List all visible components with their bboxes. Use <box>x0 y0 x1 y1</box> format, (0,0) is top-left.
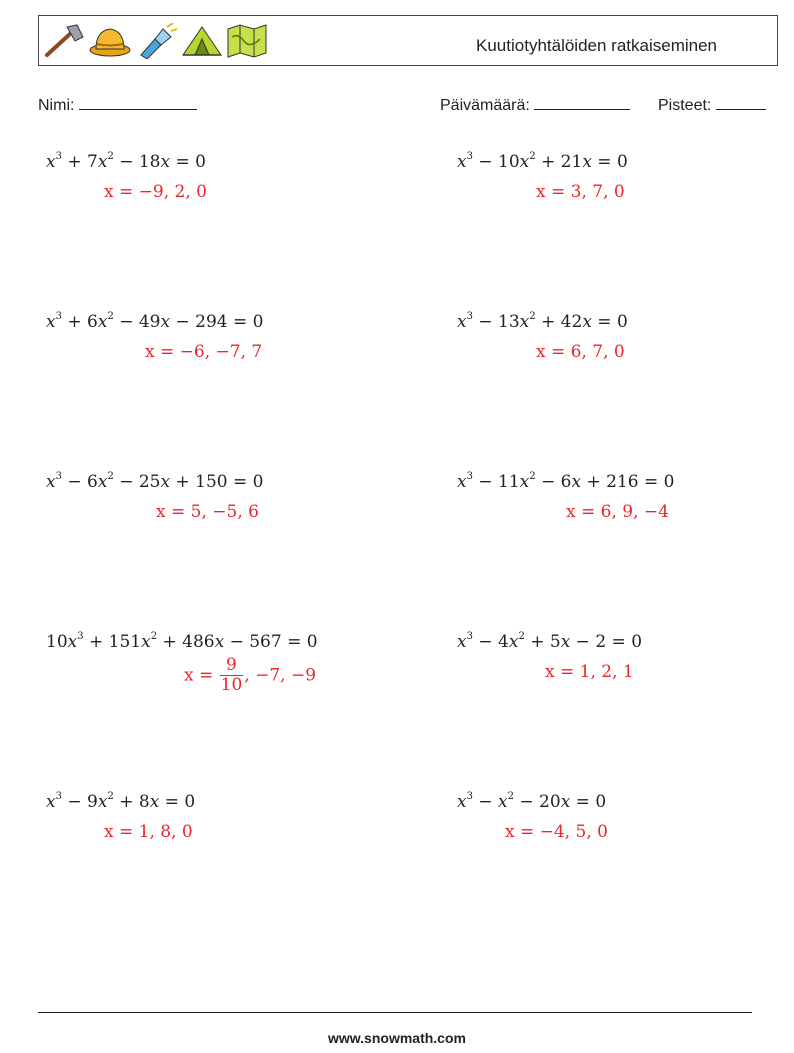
equation: $x^3 - 6x^2 - 25x + 150 = 0$ <box>46 471 264 492</box>
equation: $x^3 + 6x^2 - 49x - 294 = 0$ <box>46 311 264 332</box>
worksheet-title: Kuutiotyhtälöiden ratkaiseminen <box>476 36 717 55</box>
fraction-denominator: 10 <box>220 675 243 695</box>
axe-icon <box>43 23 85 59</box>
date-blank[interactable] <box>534 94 630 110</box>
term: = 0 <box>570 792 607 812</box>
answer-8: x = 1, 2, 1 <box>545 662 634 682</box>
term: + 21 <box>535 152 583 172</box>
term: + 8 <box>113 792 150 812</box>
term: − 2 = 0 <box>570 632 643 652</box>
term: + 216 = 0 <box>581 472 675 492</box>
equation: $x^3 + 7x^2 - 18x = 0$ <box>46 151 206 172</box>
problem-3 <box>46 312 263 332</box>
equation: $x^3 - 9x^2 + 8x = 0$ <box>46 791 196 812</box>
term: − 294 = 0 <box>170 312 264 332</box>
term: − 11 <box>472 472 520 492</box>
equation: $x^3 - x^2 - 20x = 0$ <box>457 791 607 812</box>
term: − 10 <box>472 152 520 172</box>
equation: $10x^3 + 151x^2 + 486x - 567 = 0$ <box>46 631 318 652</box>
term: = 0 <box>159 792 196 812</box>
problem-10 <box>457 792 606 812</box>
score-field <box>658 94 766 115</box>
term: + 5 <box>524 632 561 652</box>
term: − 4 <box>472 632 509 652</box>
header-box <box>38 15 778 66</box>
footer-url[interactable]: www.snowmath.com <box>328 1030 466 1046</box>
problem-2 <box>457 152 628 172</box>
date-field <box>440 94 630 115</box>
var-x: x <box>46 152 56 172</box>
problem-1 <box>46 152 206 172</box>
equation: $x^3 - 13x^2 + 42x = 0$ <box>457 311 628 332</box>
date-label: Päivämäärä: <box>440 97 530 114</box>
term: + 42 <box>535 312 583 332</box>
problem-4 <box>457 312 628 332</box>
term: − 9 <box>61 792 98 812</box>
answer-4: x = 6, 7, 0 <box>536 342 625 362</box>
term: − 13 <box>472 312 520 332</box>
problem-9 <box>46 792 195 812</box>
problem-8 <box>457 632 642 652</box>
tent-icon <box>181 23 223 59</box>
hat-icon <box>88 23 132 59</box>
answer-5: x = 5, −5, 6 <box>156 502 259 522</box>
term: + 150 = 0 <box>170 472 264 492</box>
term: − 6 <box>535 472 572 492</box>
answer-fraction <box>220 656 244 695</box>
answer-10: x = −4, 5, 0 <box>505 822 608 842</box>
problem-7 <box>46 632 318 652</box>
term: − 25 <box>113 472 161 492</box>
answer-rest: , −7, −9 <box>244 665 317 686</box>
equation: $x^3 - 11x^2 - 6x + 216 = 0$ <box>457 471 675 492</box>
flashlight-icon <box>137 23 177 59</box>
footer-divider <box>38 1012 752 1013</box>
term: − 49 <box>113 312 161 332</box>
score-blank[interactable] <box>716 94 766 110</box>
exp: 3 <box>55 151 62 162</box>
term: − <box>472 792 499 812</box>
term: = 0 <box>170 152 206 172</box>
problem-6 <box>457 472 674 492</box>
term: − 20 <box>514 792 561 812</box>
answer-7 <box>184 656 316 695</box>
term: + 486 <box>157 632 215 652</box>
term: + 7 <box>61 152 98 172</box>
answer-prefix: x = <box>184 665 219 686</box>
term: + 151 <box>83 632 142 652</box>
name-label: Nimi: <box>38 97 75 114</box>
term: 10 <box>46 632 68 652</box>
score-label: Pisteet: <box>658 97 712 114</box>
equation: $x^3 - 10x^2 + 21x = 0$ <box>457 151 628 172</box>
answer-6: x = 6, 9, −4 <box>566 502 669 522</box>
fraction-numerator: 9 <box>226 655 237 675</box>
term: + 6 <box>61 312 98 332</box>
term: − 6 <box>61 472 98 492</box>
name-blank[interactable] <box>79 94 197 110</box>
map-icon <box>226 23 268 59</box>
equation: $x^3 - 4x^2 + 5x - 2 = 0$ <box>457 631 643 652</box>
problem-5 <box>46 472 263 492</box>
answer-3: x = −6, −7, 7 <box>145 342 263 362</box>
answer-9: x = 1, 8, 0 <box>104 822 193 842</box>
term: = 0 <box>591 152 628 172</box>
name-field <box>38 94 197 115</box>
term: − 567 = 0 <box>224 632 318 652</box>
term: = 0 <box>591 312 628 332</box>
term: − 18 <box>113 152 161 172</box>
answer-1: x = −9, 2, 0 <box>104 182 207 202</box>
answer-2: x = 3, 7, 0 <box>536 182 625 202</box>
